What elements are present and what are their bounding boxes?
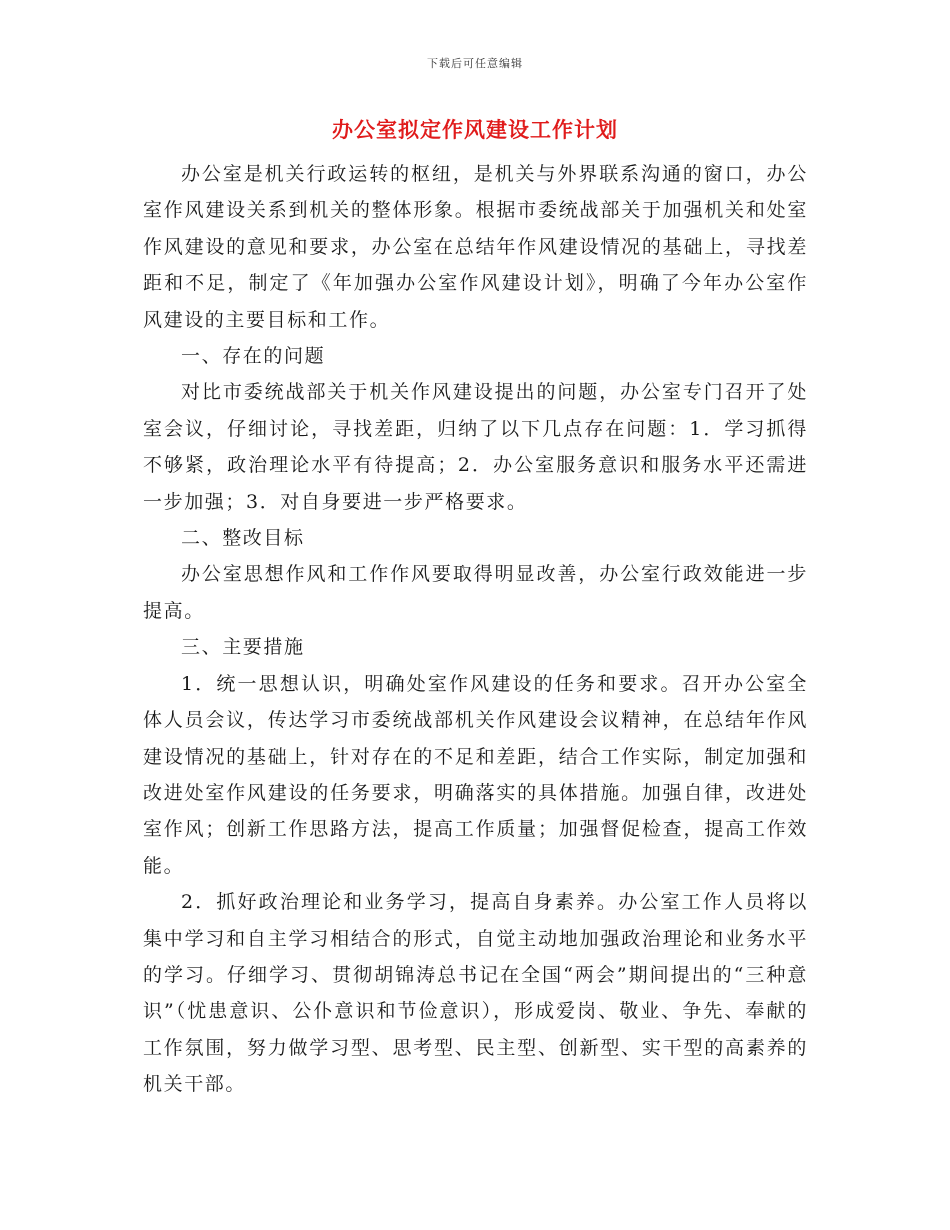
- paragraph-measure-1: 1．统一思想认识，明确处室作风建设的任务和要求。召开办公室全体人员会议，传达学习市委统战部机关作风建设会议精神，在总结年作风建设情况的基础上，针对存在的不足和差距，结合工作实际，制定加强和改进处室作风建设的任务要求，明确落实的具体措施。加强自律，改进处室作风；创新工作思路方法，提高工作质量；加强督促检查，提高工作效能。: [143, 672, 808, 877]
- header-note: 下载后可任意编辑: [427, 57, 523, 70]
- document-body: [143, 156, 808, 1103]
- section-heading-goals: 二、整改目标: [181, 527, 305, 550]
- document-title: 办公室拟定作风建设工作计划: [332, 117, 618, 142]
- paragraph-measure-2: 2．抓好政治理论和业务学习，提高自身素养。办公室工作人员将以集中学习和自主学习相结合的形式，自觉主动地加强政治理论和业务水平的学习。仔细学习、贯彻胡锦涛总书记在全国“两会”期间提出的“三种意识”（忧患意识、公仆意识和节俭意识），形成爱岗、敬业、争先、奉献的工作氛围，努力做学习型、思考型、民主型、创新型、实干型的高素养的机关干部。: [143, 891, 808, 1096]
- section-heading-measures: 三、主要措施: [181, 636, 305, 659]
- paragraph-problems: 对比市委统战部关于机关作风建设提出的问题，办公室专门召开了处室会议，仔细讨论，寻找差距，归纳了以下几点存在问题：1．学习抓得不够紧，政治理论水平有待提高；2．办公室服务意识和服务水平还需进一步加强；3．对自身要进一步严格要求。: [143, 381, 808, 513]
- paragraph-goals: 办公室思想作风和工作作风要取得明显改善，办公室行政效能进一步提高。: [143, 563, 808, 622]
- paragraph-intro: 办公室是机关行政运转的枢纽，是机关与外界联系沟通的窗口，办公室作风建设关系到机关的整体形象。根据市委统战部关于加强机关和处室作风建设的意见和要求，办公室在总结年作风建设情况的基础上，寻找差距和不足，制定了《年加强办公室作风建设计划》，明确了今年办公室作风建设的主要目标和工作。: [143, 163, 808, 331]
- section-heading-problems: 一、存在的问题: [181, 345, 326, 368]
